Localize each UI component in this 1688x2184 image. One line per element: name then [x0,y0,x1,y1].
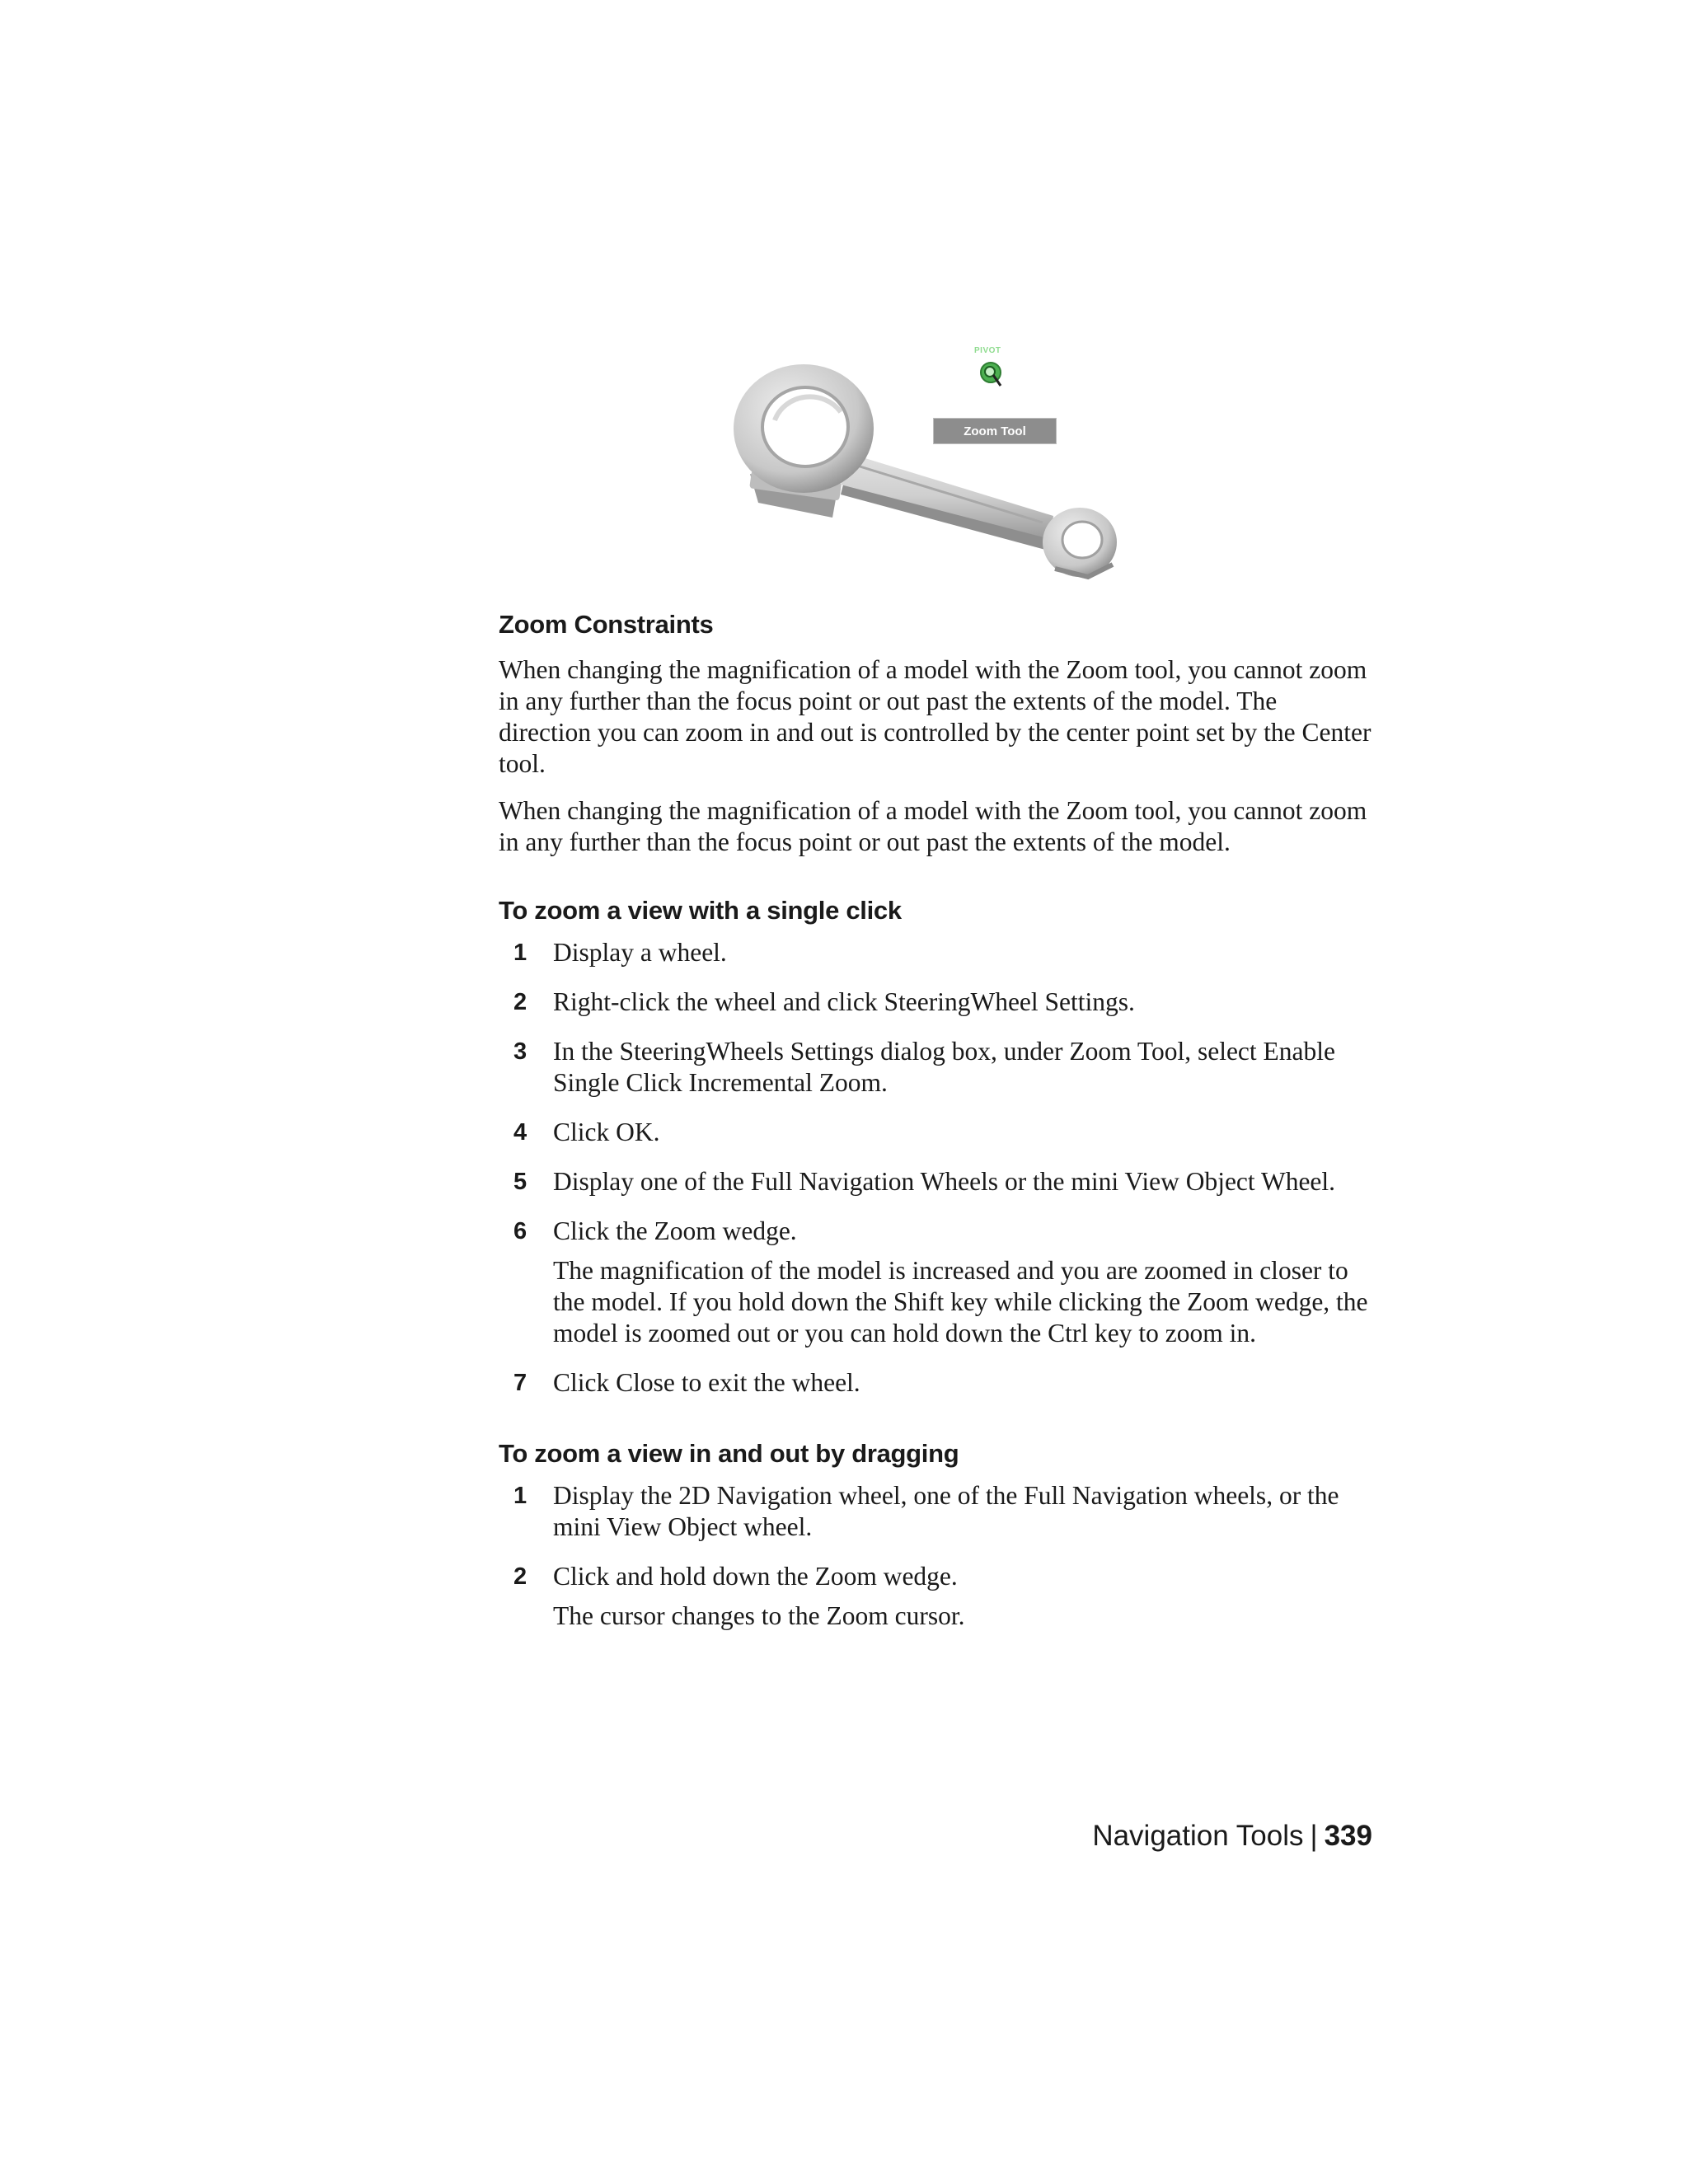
step-number: 1 [513,1483,528,1509]
step-text: In the SteeringWheels Settings dialog box, under Zoom Tool, select Enable Single Click Incremental Zoom. [553,1037,1335,1097]
page-number: 339 [1324,1820,1372,1852]
footer-chapter-title: Navigation Tools [1092,1820,1304,1852]
footer-separator: | [1310,1820,1318,1852]
paragraph: When changing the magnification of a model with the Zoom tool, you cannot zoom in any further than the focus point or out past the extents of the model. The direction you can zoom in and out is controlled by the center point set by the Center tool. [499,655,1372,778]
step-note: The magnification of the model is increased and you are zoomed in closer to the model. If you hold down the Shift key while clicking the Zoom wedge, the model is zoomed out or you can hold down the Ctrl key to zoom in. [553,1256,1368,1347]
list-item [499,1480,1372,1543]
pivot-zoom-icon [979,361,1004,389]
paragraph: When changing the magnification of a model with the Zoom tool, you cannot zoom in any further than the focus point or out past the extents of the model. [499,796,1367,856]
list-item [499,1036,1372,1099]
list-item [499,1166,1372,1197]
pivot-label: PIVOT [974,346,1001,355]
list-item [499,1367,1372,1399]
step-number: 5 [513,1169,528,1195]
zoom-tool-tooltip-label: Zoom Tool [964,424,1026,438]
procedure-heading-dragging: To zoom a view in and out by dragging [499,1439,959,1468]
steps-list-dragging [499,1480,1372,1632]
step-text: Display one of the Full Navigation Wheels or the mini View Object Wheel. [553,1167,1336,1196]
step-text: Right-click the wheel and click SteeringWheel Settings. [553,987,1135,1016]
procedure-heading-single-click: To zoom a view with a single click [499,896,902,925]
list-item [499,1561,1372,1632]
step-text: Click the Zoom wedge. [553,1216,797,1245]
connecting-rod-image [725,330,1154,593]
step-number: 2 [513,1563,528,1590]
page-footer [1092,1820,1372,1853]
step-note: The cursor changes to the Zoom cursor. [553,1601,965,1630]
step-number: 4 [513,1119,528,1146]
step-text: Display the 2D Navigation wheel, one of the Full Navigation wheels, or the mini View Object wheel. [553,1481,1339,1541]
page-content [499,610,1372,1650]
step-number: 3 [513,1038,528,1065]
section-heading-zoom-constraints: Zoom Constraints [499,610,714,639]
step-text: Display a wheel. [553,938,727,967]
step-number: 7 [513,1370,528,1396]
step-text: Click Close to exit the wheel. [553,1368,860,1397]
list-item [499,987,1372,1018]
list-item [499,937,1372,968]
zoom-tool-tooltip [933,418,1057,444]
step-text: Click OK. [553,1118,660,1146]
steps-list-single-click [499,937,1372,1399]
list-item [499,1216,1372,1349]
step-number: 6 [513,1218,528,1244]
step-number: 1 [513,940,528,966]
step-text: Click and hold down the Zoom wedge. [553,1562,958,1591]
zoom-tool-illustration [725,330,1154,593]
step-number: 2 [513,989,528,1015]
list-item [499,1117,1372,1148]
